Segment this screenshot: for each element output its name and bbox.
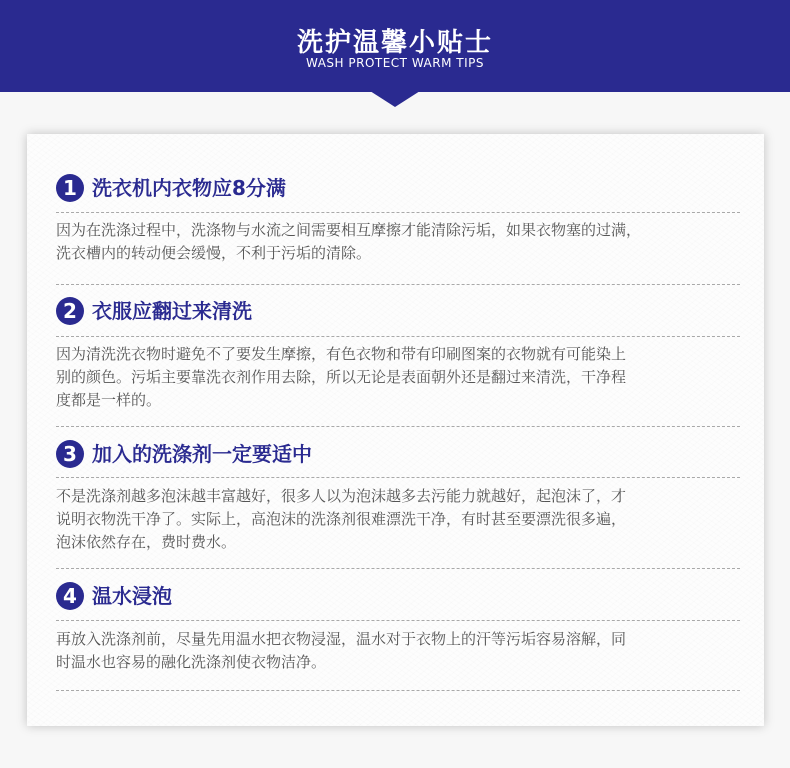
tip-number-badge: 2 bbox=[56, 297, 84, 325]
tip-title: 衣服应翻过来清洗 bbox=[92, 299, 252, 323]
divider bbox=[56, 568, 740, 569]
divider bbox=[56, 212, 740, 213]
tip-line: 不是洗涤剂越多泡沫越丰富越好，很多人以为泡沫越多去污能力就越好，起泡沫了，才 bbox=[56, 487, 627, 505]
page-title: 洗护温馨小贴士 bbox=[296, 28, 493, 58]
tip-body bbox=[56, 219, 746, 265]
divider bbox=[56, 620, 740, 621]
divider bbox=[56, 477, 740, 478]
tip-line: 别的颜色。污垢主要靠洗衣剂作用去除，所以无论是表面朝外还是翻过来清洗，干净程 bbox=[56, 368, 627, 386]
header-banner bbox=[0, 0, 790, 92]
tip-title: 温水浸泡 bbox=[92, 584, 172, 608]
tip-header bbox=[56, 297, 740, 327]
tip-body bbox=[56, 628, 746, 674]
divider bbox=[56, 690, 740, 691]
tip-header bbox=[56, 582, 740, 612]
tip-header bbox=[56, 174, 740, 204]
tip-number-badge: 1 bbox=[56, 174, 84, 202]
tip-line: 度都是一样的。 bbox=[56, 391, 162, 409]
tip-number-badge: 3 bbox=[56, 440, 84, 468]
tip-line: 泡沫依然存在，费时费水。 bbox=[56, 533, 237, 551]
tip-body bbox=[56, 485, 746, 554]
tip-line: 洗衣槽内的转动便会缓慢，不利于污垢的清除。 bbox=[56, 244, 372, 262]
header-notch-arrow bbox=[370, 91, 420, 107]
tip-header bbox=[56, 440, 740, 470]
tip-title: 加入的洗涤剂一定要适中 bbox=[92, 442, 312, 466]
tip-line: 因为清洗洗衣物时避免不了要发生摩擦，有色衣物和带有印刷图案的衣物就有可能染上 bbox=[56, 345, 627, 363]
tip-line: 时温水也容易的融化洗涤剂使衣物洁净。 bbox=[56, 653, 327, 671]
page-subtitle: WASH PROTECT WARM TIPS bbox=[306, 56, 484, 70]
tip-title: 洗衣机内衣物应8分满 bbox=[92, 176, 286, 200]
divider bbox=[56, 284, 740, 285]
tip-line: 再放入洗涤剂前，尽量先用温水把衣物浸湿，温水对于衣物上的汗等污垢容易溶解，同 bbox=[56, 630, 627, 648]
tip-line: 因为在洗涤过程中，洗涤物与水流之间需要相互摩擦才能清除污垢，如果衣物塞的过满， bbox=[56, 221, 642, 239]
divider bbox=[56, 426, 740, 427]
divider bbox=[56, 336, 740, 337]
tip-body bbox=[56, 343, 746, 412]
tip-number-badge: 4 bbox=[56, 582, 84, 610]
tip-line: 说明衣物洗干净了。实际上，高泡沫的洗涤剂很难漂洗干净，有时甚至要漂洗很多遍， bbox=[56, 510, 627, 528]
